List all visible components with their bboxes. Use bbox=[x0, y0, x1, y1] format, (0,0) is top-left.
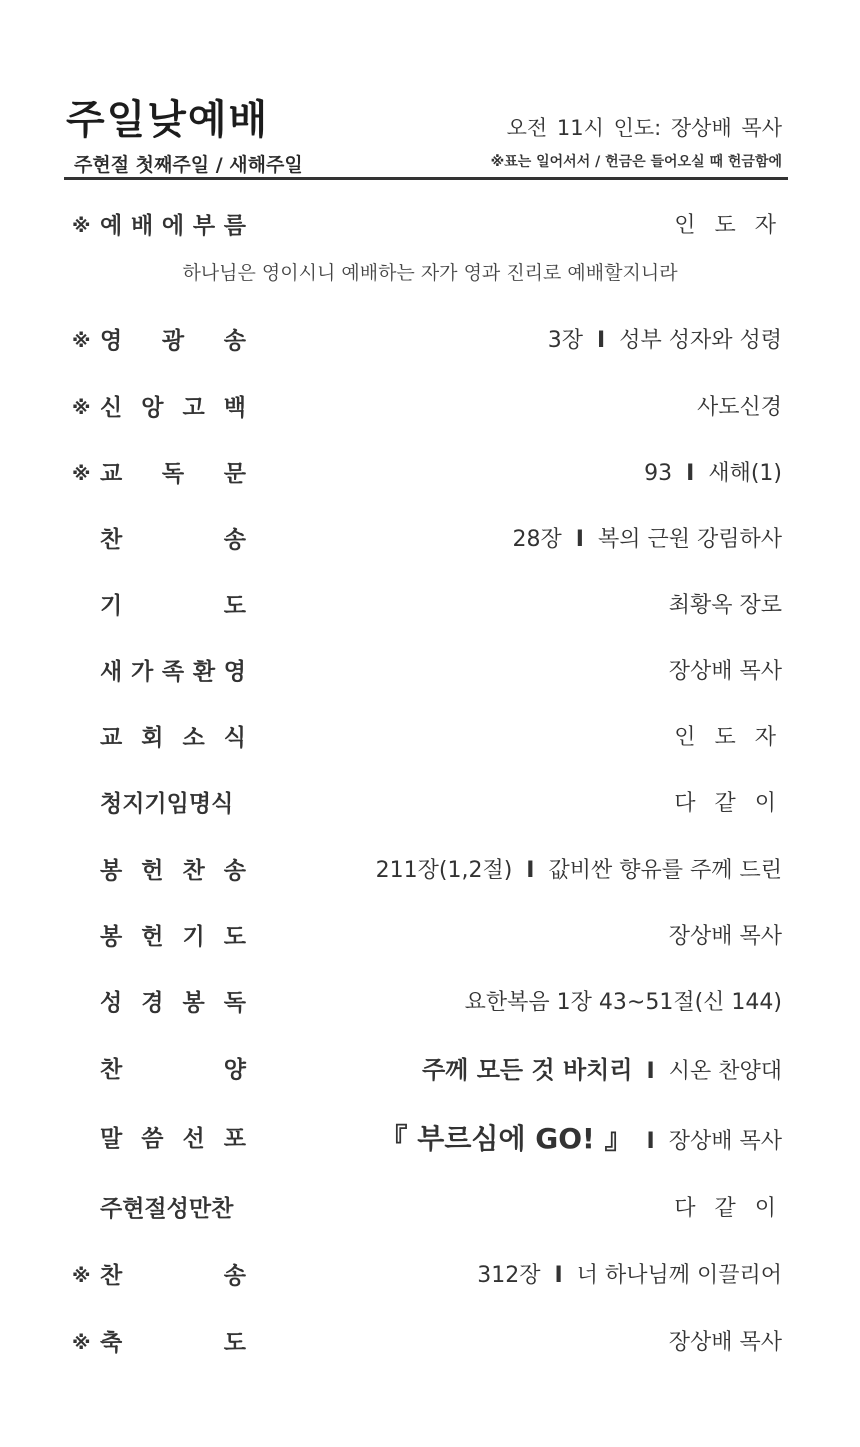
order-value: 장상배 목사 bbox=[668, 659, 782, 684]
label-char: 경 bbox=[141, 990, 164, 1016]
label-char: 영 bbox=[223, 659, 246, 685]
reading-number: 93 bbox=[644, 461, 673, 486]
label-char: 송 bbox=[223, 328, 246, 354]
hymn-title: 성부 성자와 성령 bbox=[619, 328, 782, 353]
label-char: 헌 bbox=[141, 924, 164, 950]
order-value: 인 도 자 bbox=[674, 213, 782, 238]
label-char: 백 bbox=[223, 395, 246, 421]
label-char: 도 bbox=[223, 1330, 246, 1356]
standing-note: ※표는 일어서서 / 헌금은 들어오실 때 헌금함에 bbox=[490, 154, 782, 170]
order-value bbox=[422, 1050, 782, 1090]
separator: I bbox=[686, 461, 695, 486]
hymn-number: 3장 bbox=[547, 328, 584, 353]
label-char: 말 bbox=[100, 1126, 123, 1152]
order-value: 다 같 이 bbox=[674, 791, 782, 816]
order-row-communion bbox=[0, 1189, 860, 1229]
order-label bbox=[100, 1323, 246, 1363]
stand-mark: ※ bbox=[72, 463, 91, 485]
order-value bbox=[644, 454, 782, 494]
order-value: 장상배 목사 bbox=[668, 1330, 782, 1355]
order-label bbox=[100, 718, 246, 758]
separator: I bbox=[554, 1263, 563, 1288]
label-char: 교 bbox=[100, 461, 123, 487]
order-value: 사도신경 bbox=[696, 395, 782, 420]
order-label bbox=[100, 454, 246, 494]
label-char: 찬 bbox=[100, 527, 123, 553]
order-label bbox=[100, 917, 246, 957]
label-char: 환 bbox=[192, 659, 216, 685]
separator: I bbox=[575, 527, 584, 552]
header-divider bbox=[64, 177, 788, 180]
order-value bbox=[376, 851, 782, 891]
order-label bbox=[100, 520, 246, 560]
reading-title: 새해(1) bbox=[708, 461, 782, 486]
label-char: 도 bbox=[223, 593, 246, 619]
order-row-gloria bbox=[0, 321, 860, 361]
order-row-offertory-prayer bbox=[0, 917, 860, 957]
order-label: 주현절성만찬 bbox=[100, 1196, 234, 1222]
label-char: 름 bbox=[223, 213, 246, 239]
stand-mark: ※ bbox=[72, 330, 91, 352]
order-value bbox=[380, 1119, 782, 1159]
order-label bbox=[100, 652, 246, 692]
order-row-scripture-reading bbox=[0, 983, 860, 1023]
order-label bbox=[100, 851, 246, 891]
order-value bbox=[477, 1256, 782, 1296]
order-row-steward-appointment bbox=[0, 784, 860, 824]
sermon-title: 『 부르심에 GO! 』 bbox=[379, 1122, 633, 1155]
label-char: 에 bbox=[161, 213, 185, 239]
label-char: 축 bbox=[100, 1330, 123, 1356]
order-value: 다 같 이 bbox=[674, 1196, 782, 1221]
separator: I bbox=[646, 1129, 655, 1154]
stand-mark: ※ bbox=[72, 1265, 91, 1287]
page-subtitle: 주현절 첫째주일 / 새해주일 bbox=[74, 154, 303, 176]
order-label bbox=[100, 1119, 246, 1159]
order-row-call-to-worship bbox=[0, 206, 860, 246]
label-char: 족 bbox=[161, 659, 185, 685]
choir-name: 시온 찬양대 bbox=[668, 1059, 782, 1084]
hymn-title: 복의 근원 강림하사 bbox=[597, 527, 782, 552]
order-row-anthem bbox=[0, 1050, 860, 1090]
order-row-offertory-hymn bbox=[0, 851, 860, 891]
hymn-number: 28장 bbox=[512, 527, 562, 552]
label-char: 회 bbox=[141, 725, 164, 751]
label-char: 찬 bbox=[182, 858, 205, 884]
label-char: 기 bbox=[182, 924, 205, 950]
label-char: 배 bbox=[130, 213, 154, 239]
order-label bbox=[100, 1050, 246, 1090]
order-row-newcomer-welcome bbox=[0, 652, 860, 692]
label-char: 씀 bbox=[141, 1126, 164, 1152]
label-char: 앙 bbox=[141, 395, 164, 421]
label-char: 새 bbox=[100, 659, 123, 685]
label-char: 영 bbox=[100, 328, 123, 354]
label-char: 가 bbox=[130, 659, 154, 685]
label-char: 예 bbox=[100, 213, 123, 239]
label-char: 신 bbox=[100, 395, 123, 421]
order-value bbox=[548, 321, 782, 361]
separator: I bbox=[646, 1059, 655, 1084]
order-row-prayer bbox=[0, 586, 860, 626]
label-char: 양 bbox=[223, 1057, 246, 1083]
order-row-sermon bbox=[0, 1119, 860, 1159]
hymn-number: 211장(1,2절) bbox=[375, 858, 513, 883]
label-char: 선 bbox=[182, 1126, 205, 1152]
label-char: 독 bbox=[223, 990, 246, 1016]
hymn-title: 너 하나님께 이끌리어 bbox=[576, 1263, 782, 1288]
label-char: 송 bbox=[223, 1263, 246, 1289]
label-char: 헌 bbox=[141, 858, 164, 884]
order-label bbox=[100, 586, 246, 626]
hymn-title: 값비싼 향유를 주께 드린 bbox=[548, 858, 782, 883]
order-label bbox=[100, 1256, 246, 1296]
order-label bbox=[100, 388, 246, 428]
order-row-closing-hymn bbox=[0, 1256, 860, 1296]
order-label bbox=[100, 206, 246, 246]
order-value: 장상배 목사 bbox=[668, 924, 782, 949]
label-char: 식 bbox=[223, 725, 246, 751]
scripture-verse: 하나님은 영이시니 예배하는 자가 영과 진리로 예배할지니라 bbox=[182, 262, 678, 284]
order-label bbox=[100, 321, 246, 361]
label-char: 송 bbox=[223, 527, 246, 553]
stand-mark: ※ bbox=[72, 1332, 91, 1354]
label-char: 봉 bbox=[100, 858, 123, 884]
order-value: 인 도 자 bbox=[674, 725, 782, 750]
order-row-benediction bbox=[0, 1323, 860, 1363]
label-char: 봉 bbox=[100, 924, 123, 950]
label-char: 고 bbox=[182, 395, 205, 421]
label-char: 광 bbox=[161, 328, 185, 354]
label-char: 포 bbox=[223, 1126, 246, 1152]
service-time-info: 오전 11시 인도: 장상배 목사 bbox=[506, 116, 782, 140]
order-value bbox=[513, 520, 782, 560]
order-label: 청지기임명식 bbox=[100, 791, 234, 817]
label-char: 성 bbox=[100, 990, 123, 1016]
order-row-creed bbox=[0, 388, 860, 428]
label-char: 찬 bbox=[100, 1057, 123, 1083]
order-row-hymn bbox=[0, 520, 860, 560]
page-title: 주일낮예배 bbox=[66, 97, 270, 143]
order-row-announcements bbox=[0, 718, 860, 758]
order-row-responsive-reading bbox=[0, 454, 860, 494]
label-char: 문 bbox=[223, 461, 246, 487]
label-char: 송 bbox=[223, 858, 246, 884]
order-value: 요한복음 1장 43~51절(신 144) bbox=[464, 990, 782, 1015]
separator: I bbox=[597, 328, 606, 353]
preacher-name: 장상배 목사 bbox=[668, 1129, 782, 1154]
label-char: 봉 bbox=[182, 990, 205, 1016]
order-value: 최황옥 장로 bbox=[668, 593, 782, 618]
label-char: 소 bbox=[182, 725, 205, 751]
label-char: 찬 bbox=[100, 1263, 123, 1289]
label-char: 독 bbox=[161, 461, 185, 487]
stand-mark: ※ bbox=[72, 215, 91, 237]
hymn-number: 312장 bbox=[477, 1263, 541, 1288]
order-label bbox=[100, 983, 246, 1023]
label-char: 교 bbox=[100, 725, 123, 751]
stand-mark: ※ bbox=[72, 397, 91, 419]
separator: I bbox=[526, 858, 535, 883]
label-char: 부 bbox=[192, 213, 216, 239]
anthem-title: 주께 모든 것 바치리 bbox=[422, 1056, 633, 1084]
label-char: 기 bbox=[100, 593, 123, 619]
label-char: 도 bbox=[223, 924, 246, 950]
